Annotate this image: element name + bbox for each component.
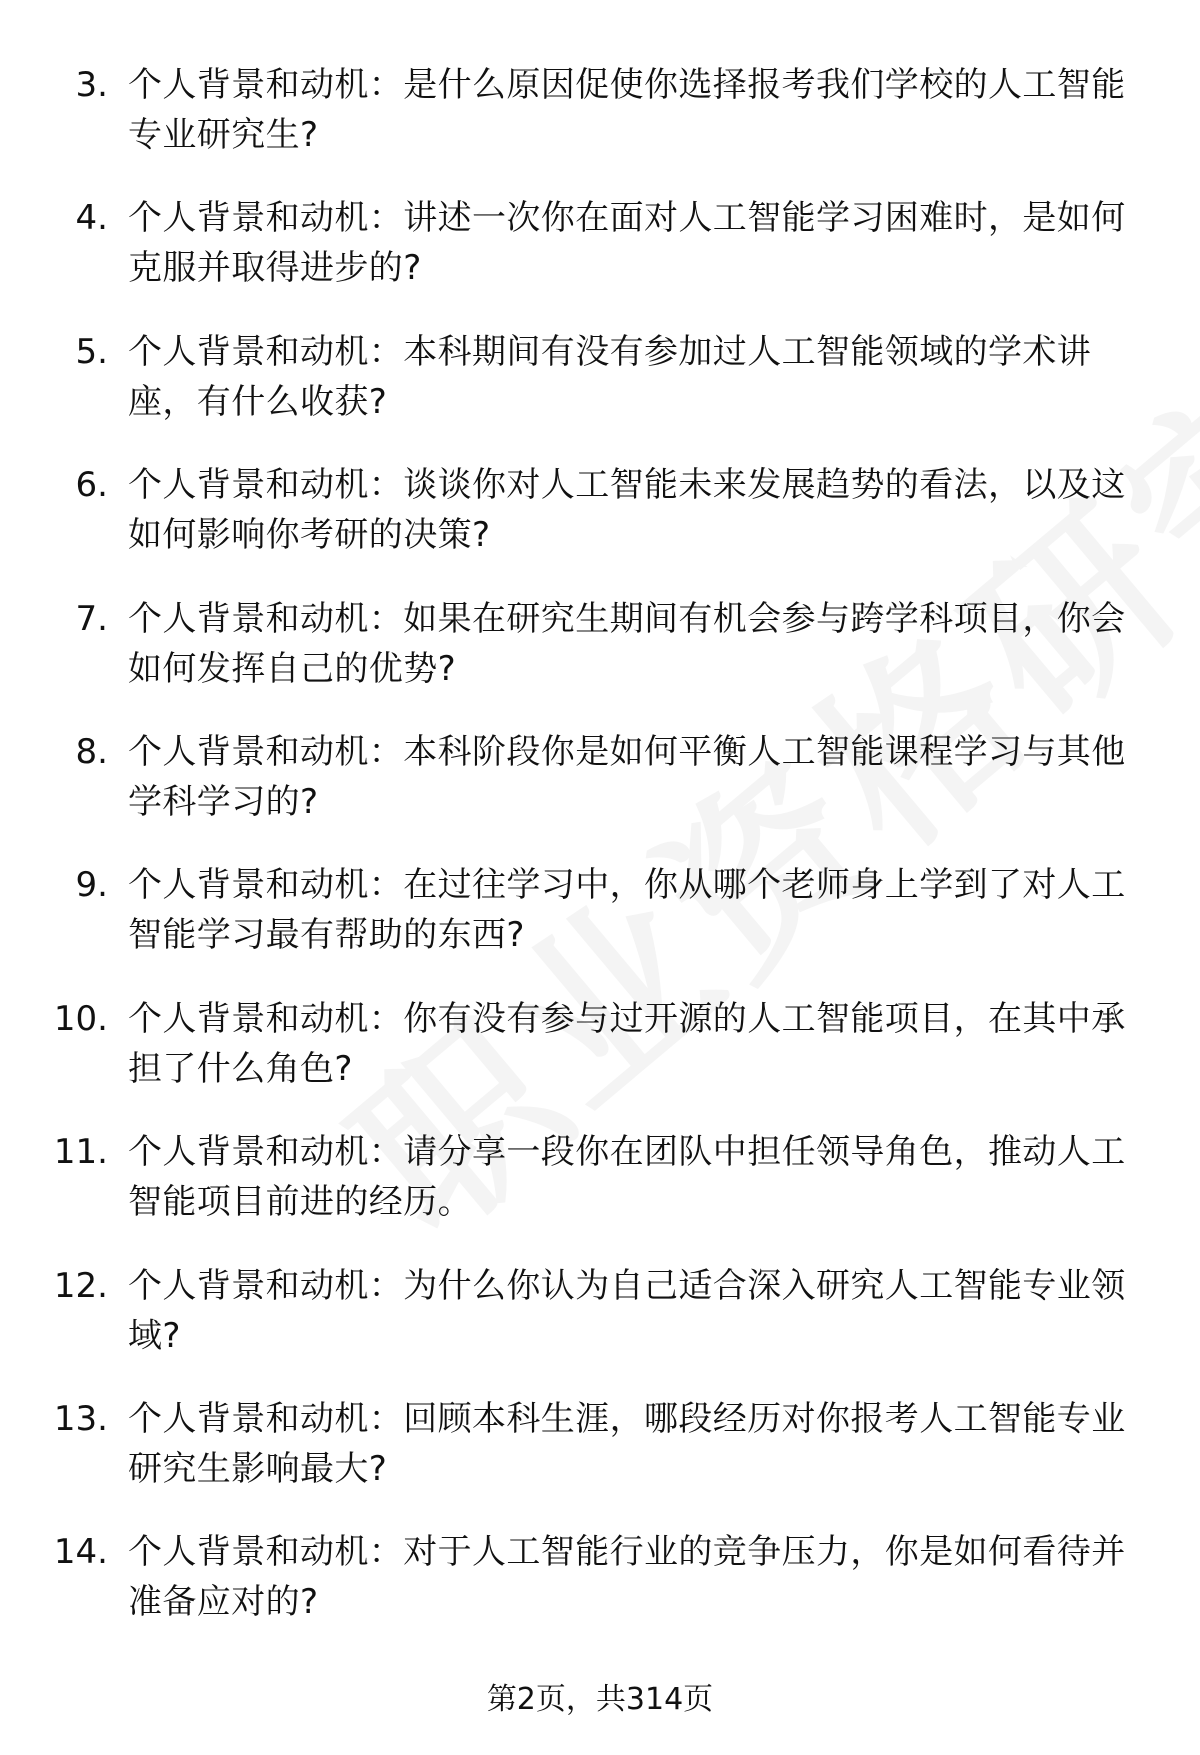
question-number: 4. — [75, 198, 108, 239]
question-number: 10. — [53, 998, 108, 1039]
question-text: 个人背景和动机：在过往学习中，你从哪个老师身上学到了对人工智能学习最有帮助的东西? — [128, 865, 1126, 956]
question-text: 个人背景和动机：你有没有参与过开源的人工智能项目，在其中承担了什么角色? — [128, 998, 1126, 1089]
question-item — [0, 327, 1200, 460]
question-number: 13. — [53, 1398, 108, 1439]
question-item — [0, 1127, 1200, 1260]
question-number: 8. — [75, 731, 108, 772]
question-text: 个人背景和动机：回顾本科生涯，哪段经历对你报考人工智能专业研究生影响最大? — [128, 1398, 1126, 1489]
page-footer: 第2页，共314页 — [486, 1682, 714, 1717]
question-item — [0, 193, 1200, 326]
question-text: 个人背景和动机：本科期间有没有参加过人工智能领域的学术讲座，有什么收获? — [128, 331, 1092, 422]
question-number: 6. — [75, 465, 108, 506]
question-item — [0, 594, 1200, 727]
question-number: 5. — [75, 331, 108, 372]
question-item — [0, 1527, 1200, 1660]
question-number: 12. — [53, 1265, 108, 1306]
question-text: 个人背景和动机：为什么你认为自己适合深入研究人工智能专业领域? — [128, 1265, 1126, 1356]
question-number: 14. — [53, 1532, 108, 1573]
question-number: 7. — [75, 598, 108, 639]
question-text: 个人背景和动机：是什么原因促使你选择报考我们学校的人工智能专业研究生? — [128, 65, 1126, 155]
question-item — [0, 860, 1200, 993]
question-text: 个人背景和动机：讲述一次你在面对人工智能学习困难时，是如何克服并取得进步的? — [128, 198, 1126, 289]
question-item — [0, 994, 1200, 1127]
question-text: 个人背景和动机：请分享一段你在团队中担任领导角色，推动人工智能项目前进的经历。 — [128, 1132, 1126, 1223]
question-list — [0, 60, 1200, 1661]
question-text: 个人背景和动机：如果在研究生期间有机会参与跨学科项目，你会如何发挥自己的优势? — [128, 598, 1126, 689]
question-item — [0, 60, 1200, 193]
question-text: 个人背景和动机：谈谈你对人工智能未来发展趋势的看法，以及这如何影响你考研的决策? — [128, 465, 1126, 556]
question-item — [0, 727, 1200, 860]
question-number: 9. — [75, 865, 108, 906]
question-number: 11. — [53, 1132, 108, 1173]
question-text: 个人背景和动机：本科阶段你是如何平衡人工智能课程学习与其他学科学习的? — [128, 731, 1126, 822]
question-number: 3. — [75, 65, 108, 105]
question-text: 个人背景和动机：对于人工智能行业的竞争压力，你是如何看待并准备应对的? — [128, 1532, 1126, 1623]
question-item — [0, 1261, 1200, 1394]
question-item — [0, 1394, 1200, 1527]
question-item — [0, 460, 1200, 593]
